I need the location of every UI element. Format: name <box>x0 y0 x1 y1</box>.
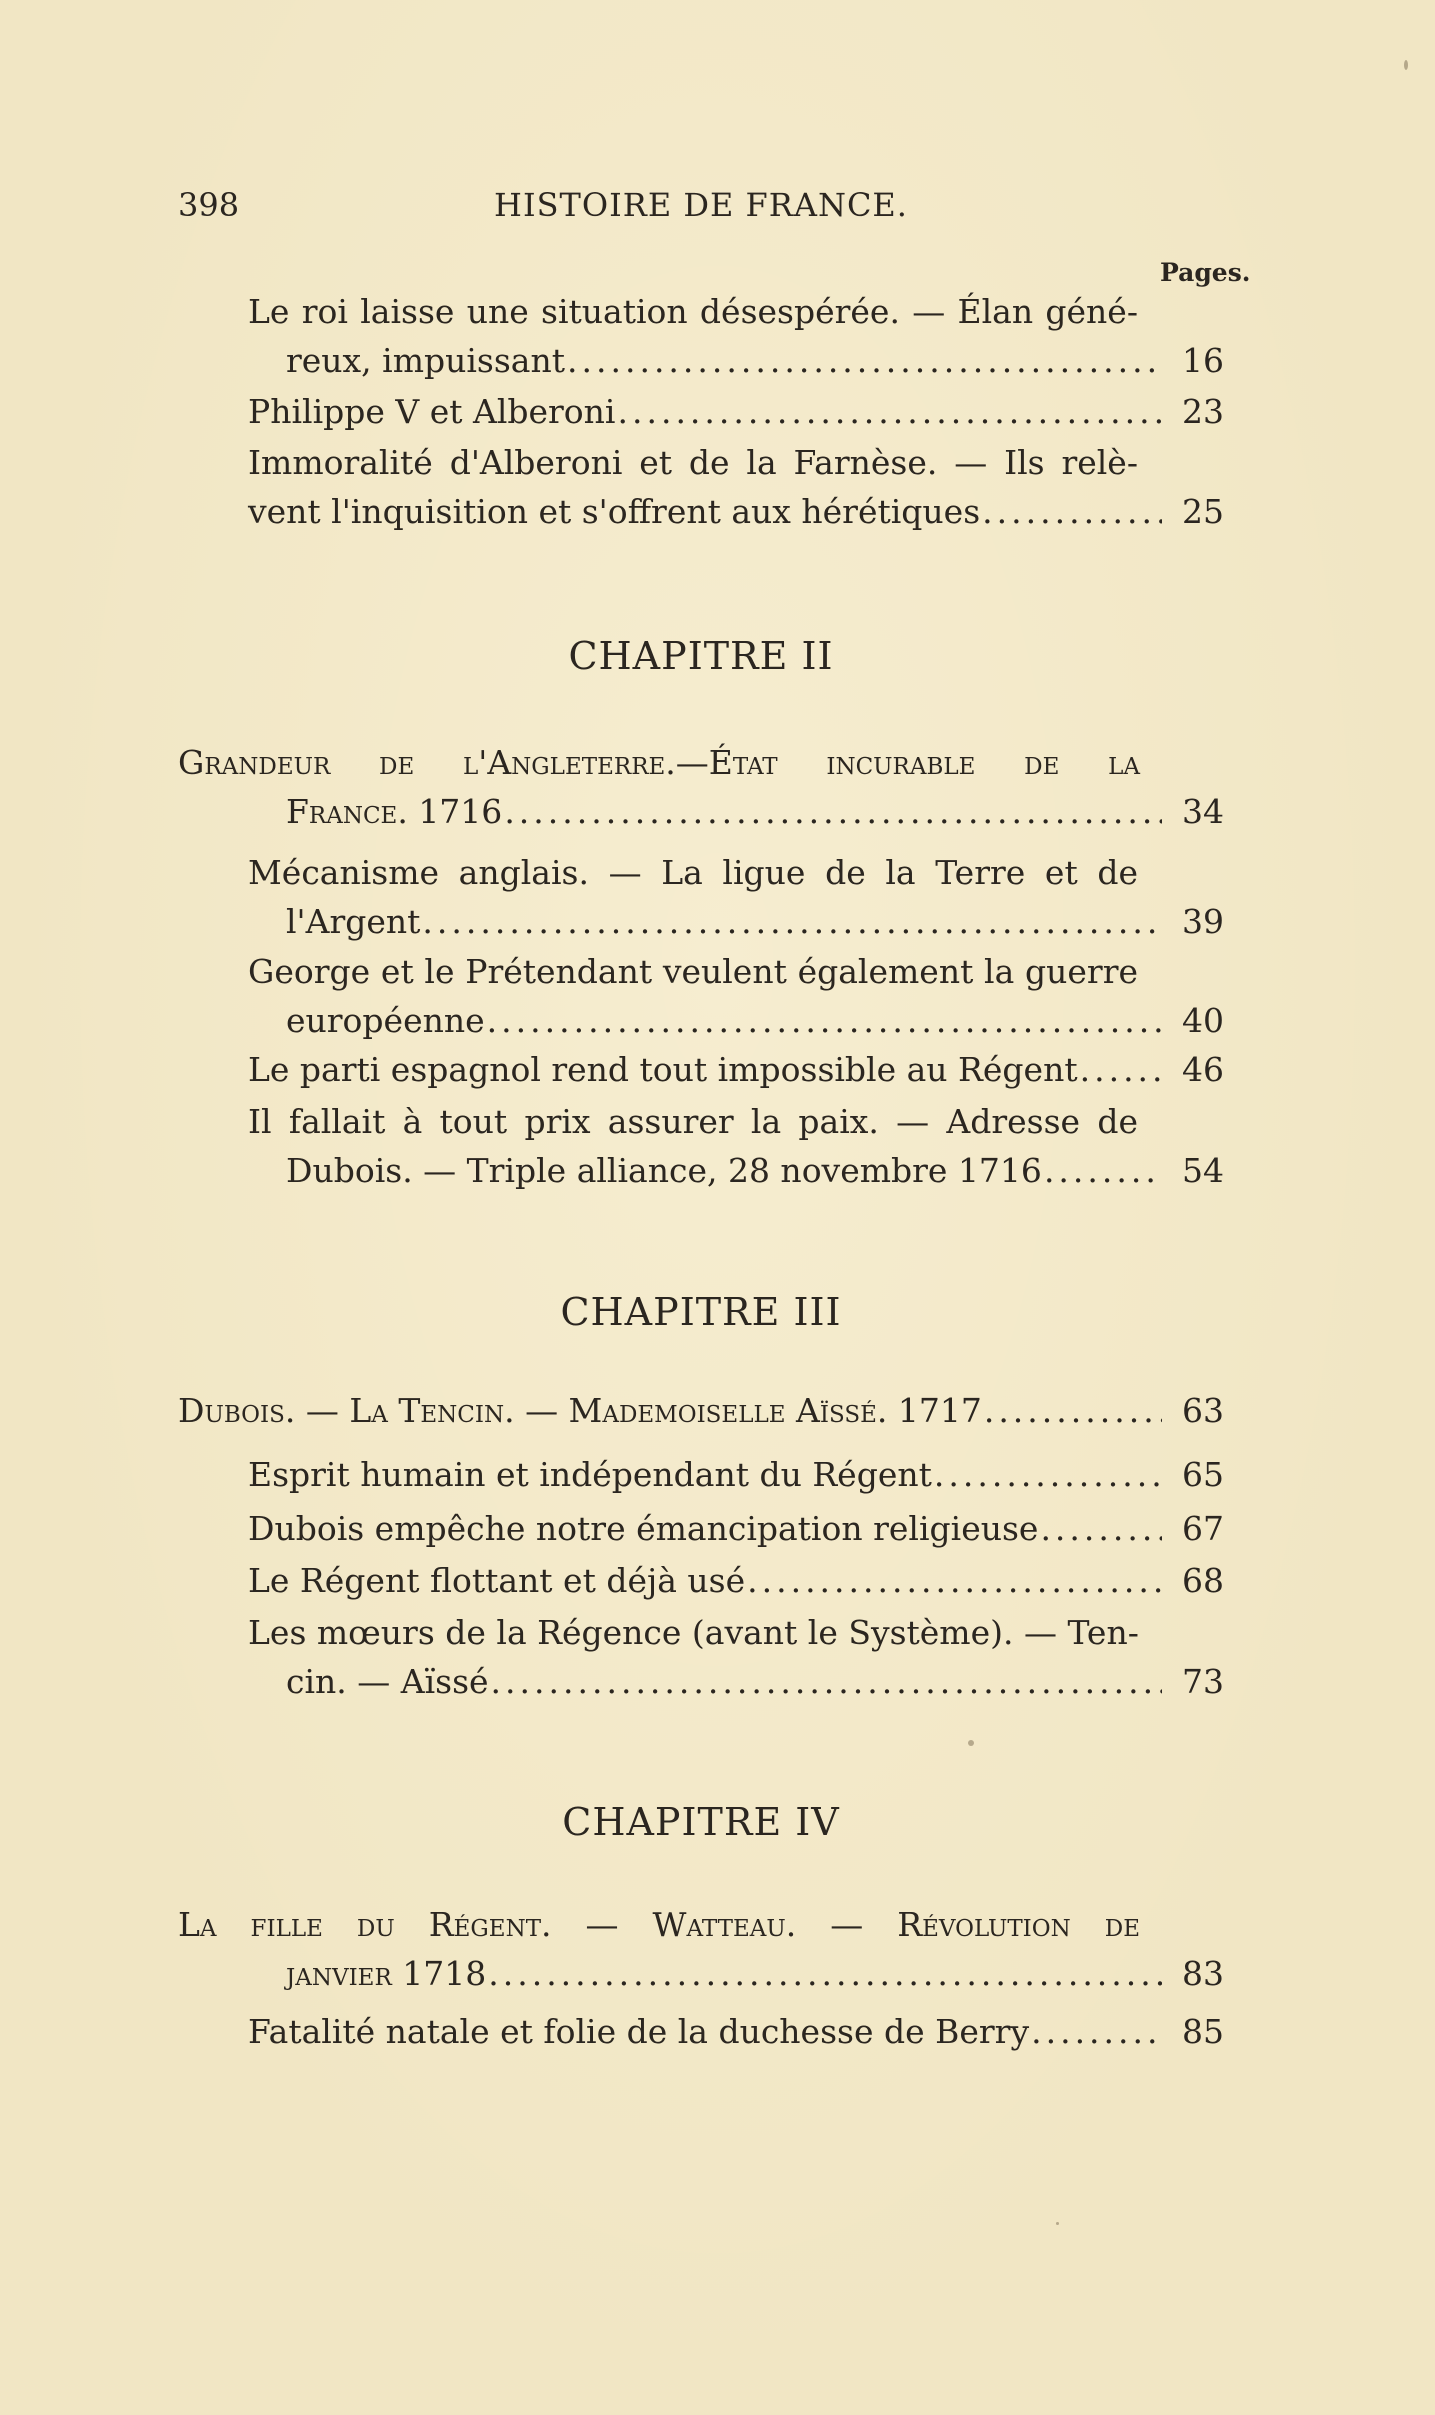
chapter-heading: CHAPITRE II <box>568 634 834 678</box>
toc-entry-line: Il fallait à tout prix assurer la paix. — Adresse de <box>248 1102 1138 1141</box>
chapter-heading: CHAPITRE III <box>560 1290 842 1334</box>
pages-column-label: Pages. <box>1160 258 1251 287</box>
toc-entry-last-line: Le parti espagnol rend tout impossible au Régent ..... 46 <box>248 1045 1224 1094</box>
chapter-summary <box>178 1386 1224 1435</box>
toc-entry-last-line: Le Régent flottant et déjà usé ..... 68 <box>248 1556 1224 1605</box>
toc-entry-last-line: Dubois. — La Tencin. — Mademoiselle Aïssé. 1717 ..... 63 <box>178 1386 1224 1435</box>
toc-entry <box>248 1504 1224 1553</box>
chapter-heading: CHAPITRE IV <box>562 1800 840 1844</box>
toc-page-ref: 40 <box>1182 1001 1224 1040</box>
toc-page-ref: 39 <box>1182 902 1224 941</box>
toc-entry-last-line: l'Argent ..... 39 <box>248 897 1224 946</box>
toc-entry-line: Mécanisme anglais. — La ligue de la Terre et de <box>248 853 1138 892</box>
toc-page-ref: 23 <box>1182 392 1224 431</box>
toc-entry-last-line: Esprit humain et indépendant du Régent ..... 65 <box>248 1450 1224 1499</box>
toc-page-ref: 16 <box>1182 341 1224 380</box>
toc-entry <box>248 2007 1224 2056</box>
toc-entry-last-line: Philippe V et Alberoni ..... 23 <box>248 387 1224 436</box>
toc-page-ref: 25 <box>1182 492 1224 531</box>
toc-page-ref: 65 <box>1182 1455 1224 1494</box>
toc-entry-last-line: janvier 1718 ..... 83 <box>178 1949 1224 1998</box>
paper-speck <box>1404 60 1408 70</box>
paper-speck <box>1056 2222 1059 2225</box>
toc-entry <box>248 1608 1224 1706</box>
toc-entry <box>248 438 1224 536</box>
toc-entry <box>248 387 1224 436</box>
toc-entry-line: Le roi laisse une situation désespérée. — Élan géné- <box>248 292 1138 331</box>
paper-speck <box>968 1740 974 1746</box>
page-number: 398 <box>178 186 240 224</box>
chapter-summary <box>178 738 1224 836</box>
toc-page-ref: 67 <box>1182 1509 1224 1548</box>
toc-entry <box>248 1450 1224 1499</box>
toc-entry <box>248 1556 1224 1605</box>
toc-page-ref: 73 <box>1182 1662 1224 1701</box>
toc-entry-line: Les mœurs de la Régence (avant le Système). — Ten- <box>248 1613 1139 1652</box>
toc-entry-line: Grandeur de l'Angleterre.—État incurable de la <box>178 743 1140 782</box>
toc-entry-line: La fille du Régent. — Watteau. — Révolution de <box>178 1905 1140 1944</box>
toc-page-ref: 34 <box>1182 792 1224 831</box>
toc-page-ref: 68 <box>1182 1561 1224 1600</box>
toc-entry <box>248 1045 1224 1094</box>
toc-page-ref: 85 <box>1182 2012 1224 2051</box>
toc-entry-last-line: Dubois empêche notre émancipation religieuse ..... 67 <box>248 1504 1224 1553</box>
toc-entry-last-line: européenne ..... 40 <box>248 996 1224 1045</box>
running-header <box>178 182 1224 232</box>
toc-entry-last-line: reux, impuissant ..... 16 <box>248 336 1224 385</box>
running-title: HISTOIRE DE FRANCE. <box>494 186 908 224</box>
toc-entry-last-line: Fatalité natale et folie de la duchesse de Berry ..... 85 <box>248 2007 1224 2056</box>
toc-page-ref: 46 <box>1182 1050 1224 1089</box>
toc-entry-line: Immoralité d'Alberoni et de la Farnèse. — Ils relè- <box>248 443 1138 482</box>
toc-page-ref: 54 <box>1182 1151 1224 1190</box>
toc-entry-last-line: cin. — Aïssé ..... 73 <box>248 1657 1224 1706</box>
toc-page-ref: 63 <box>1182 1391 1224 1430</box>
toc-entry-last-line: France. 1716 ..... 34 <box>178 787 1224 836</box>
toc-page-ref: 83 <box>1182 1954 1224 1993</box>
toc-entry <box>248 287 1224 385</box>
toc-entry-last-line: vent l'inquisition et s'offrent aux hérétiques ..... 25 <box>248 487 1224 536</box>
toc-entry <box>248 848 1224 946</box>
chapter-summary <box>178 1900 1224 1998</box>
toc-entry <box>248 1097 1224 1195</box>
toc-entry <box>248 947 1224 1045</box>
toc-entry-last-line: Dubois. — Triple alliance, 28 novembre 1716 ..... 54 <box>248 1146 1224 1195</box>
toc-entry-line: George et le Prétendant veulent également la guerre <box>248 952 1138 991</box>
